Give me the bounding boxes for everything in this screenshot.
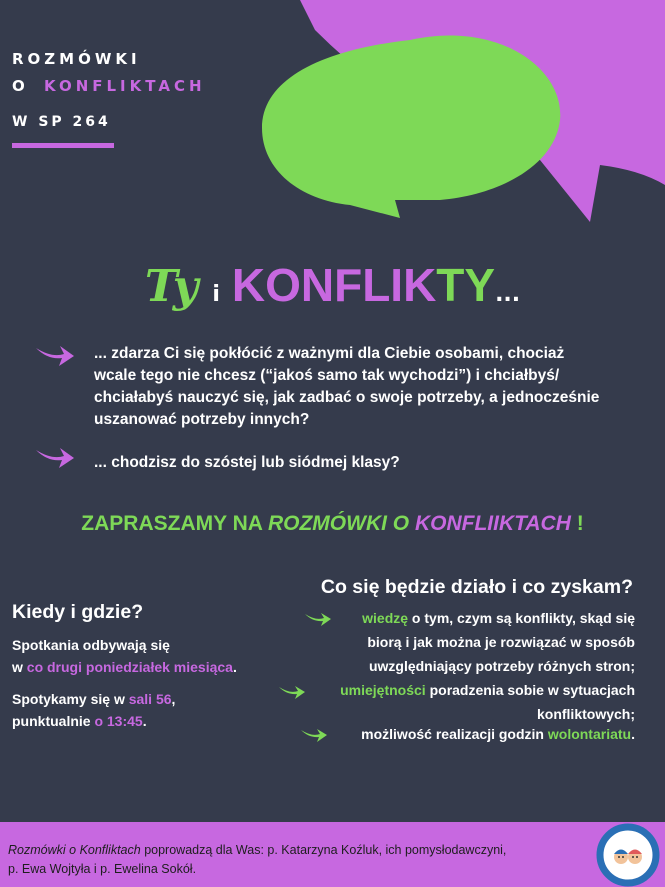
page-title [0, 258, 665, 312]
invite-prefix: ZAPRASZAMY NA [81, 512, 268, 535]
footer-italic-1: Rozmówki [8, 843, 66, 857]
when-p1-suffix: . [232, 659, 237, 675]
gains-1-line2: biorą i jak można je rozwiązać w sposób [367, 634, 635, 650]
footer-italic-2: Konfliktach [79, 843, 141, 857]
when-paragraph-2 [12, 688, 312, 732]
gains-knowledge: wiedzę [362, 610, 409, 626]
when-p2-line1 [12, 688, 312, 710]
gains-2-line2: konfliktowych; [536, 706, 635, 722]
when-p2-line2 [12, 710, 312, 732]
arrow-icon [34, 340, 76, 368]
bullet-2-line: ... chodzisz do szóstej lub siódmej klasy? [94, 454, 400, 471]
header-o: O [12, 77, 29, 95]
invite-suffix: ! [570, 512, 584, 535]
header-underline [12, 143, 114, 148]
gains-item-1 [305, 606, 635, 678]
header-school: W SP 264 [12, 114, 111, 130]
gains-heading: Co się będzie działo i co zyskam? [320, 576, 633, 598]
invite-rozmowki: ROZMÓWKI O [267, 512, 415, 535]
gains-volunteering: wolontariatu [547, 726, 632, 742]
gains-1-rest: o tym, czym są konflikty, skąd się [408, 610, 635, 626]
title-konflik: KONFLIK [231, 259, 437, 311]
when-p2-suffix2: . [142, 713, 147, 729]
title-ty: Ty [144, 261, 199, 312]
time-highlight: o 13:45 [94, 713, 143, 729]
gains-3-suffix: . [631, 726, 635, 742]
footer-line2: p. Ewa Wojtyła i p. Ewelina Sokół. [8, 862, 197, 876]
title-ty-accent: TY [436, 259, 496, 311]
footer-line1-rest: poprowadzą dla Was: p. Katarzyna Koźluk, ich pomysłodawczyni, [140, 843, 507, 857]
gains-item-3 [335, 722, 635, 746]
when-p1-highlight: co drugi poniedziałek miesiąca [26, 659, 233, 675]
when-paragraph-1 [12, 634, 312, 678]
gains-skills: umiejętności [340, 682, 426, 698]
when-p1-line2 [12, 656, 312, 678]
header-konfliktach: KONFLIKTACH [44, 77, 206, 95]
when-p2-prefix: Spotykamy się w [12, 691, 129, 707]
arrow-icon [300, 725, 328, 743]
gains-2-rest: poradzenia sobie w sytuacjach [425, 682, 635, 698]
school-logo [596, 823, 660, 887]
when-p1-line1: Spotkania odbywają się [12, 637, 170, 653]
green-speech-bubble [262, 35, 560, 218]
gains-1-line1 [305, 606, 635, 630]
invite-konfliiktach: KONFLIIKTACH [414, 512, 571, 535]
gains-2-line1 [295, 678, 635, 702]
invitation-headline [0, 512, 665, 536]
bullet-text-2 [94, 452, 634, 474]
gains-3-line1 [335, 722, 635, 746]
bullet-1-line: ... zdarza Ci się pokłócić z ważnymi dla Ciebie osobami, chociaż [94, 345, 565, 362]
footer-line1 [8, 841, 598, 860]
title-dots: ... [495, 282, 521, 307]
header-line-konfliktach [12, 77, 206, 95]
room-highlight: sali 56 [128, 691, 172, 707]
gains-3-prefix: możliwość realizacji godzin [361, 726, 548, 742]
gains-1-line3: uwzględniający potrzeby różnych stron; [368, 658, 635, 674]
bullet-text-1 [94, 343, 634, 431]
footer-text [8, 841, 598, 879]
when-p2-suffix: , [171, 691, 176, 707]
gains-item-2 [295, 678, 635, 726]
bullet-1-line: uszanować potrzeby innych? [94, 411, 310, 428]
bullet-1-line: wcale tego nie chcesz (“jakoś samo tak wychodzi”) i chciałbyś/ [94, 367, 560, 384]
when-p1-prefix: w [12, 659, 27, 675]
when-where-heading: Kiedy i gdzie? [12, 601, 144, 623]
header-line-rozmowki: ROZMÓWKI [12, 50, 141, 68]
title-i: i [212, 282, 220, 307]
when-p2-prefix2: punktualnie [12, 713, 95, 729]
footer-italic-o: o [65, 843, 80, 857]
bullet-1-line: chciałabyś nauczyć się, jak zadbać o swoje potrzeby, a jednocześnie [94, 389, 600, 406]
arrow-icon [34, 442, 76, 470]
